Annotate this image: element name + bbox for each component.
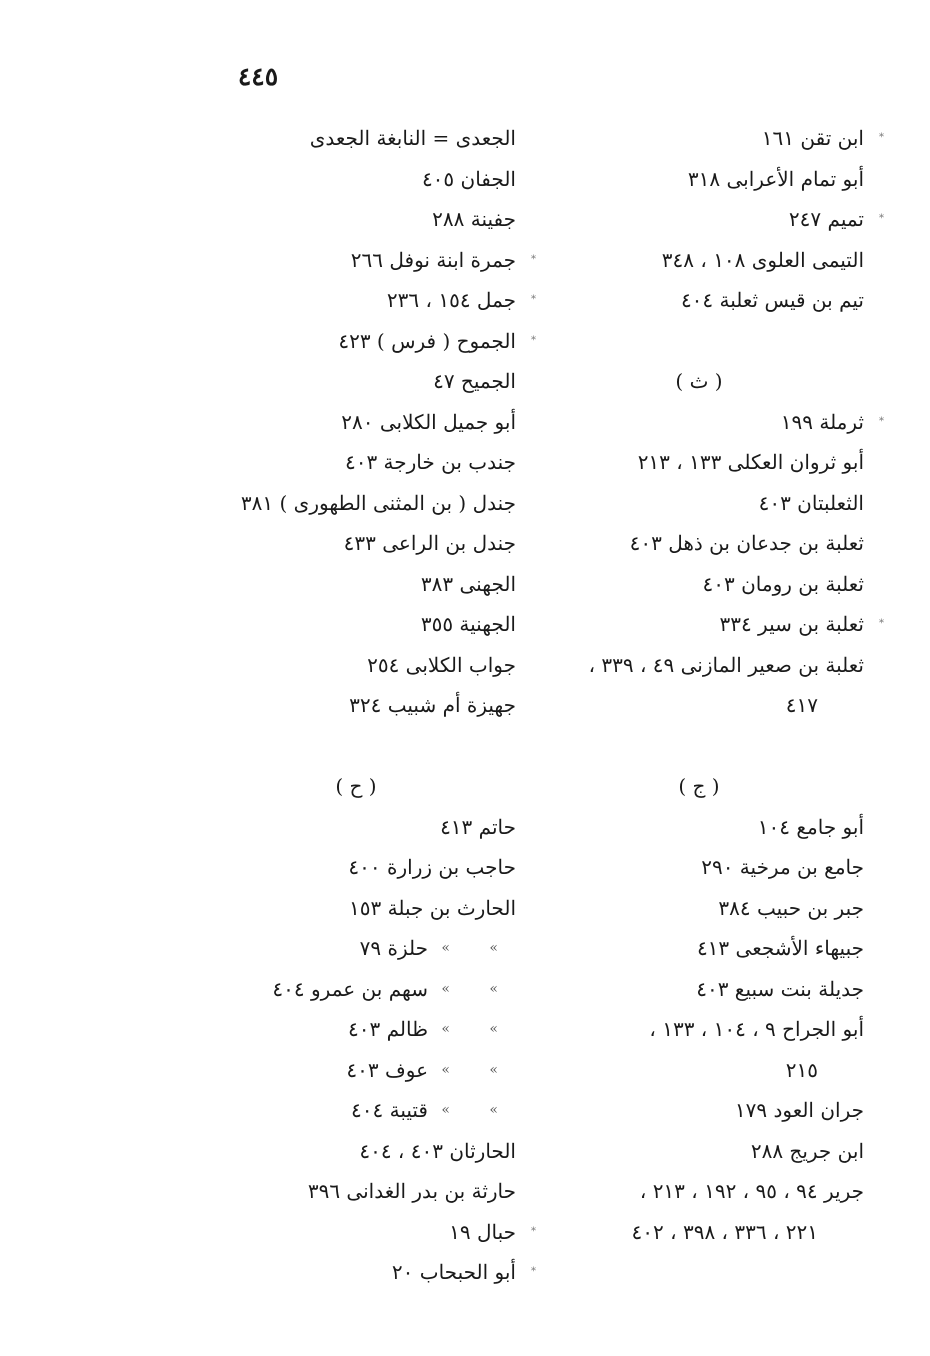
section-gap: [534, 726, 864, 767]
entry-text: جهيزة أم شبيب ٣٢٤: [349, 693, 516, 717]
entry-text: حاتم ٤١٣: [440, 814, 516, 839]
ditto-mark: »: [489, 980, 498, 997]
index-entry: [196, 1171, 516, 1212]
index-entry: [196, 483, 516, 524]
index-entry: [196, 361, 516, 402]
entry-text: حارثة بن بدر الغدانى ٣٩٦: [307, 1179, 516, 1203]
entry-text: جفينة ٢٨٨: [432, 207, 516, 231]
entry-text: حبال ١٩: [449, 1219, 516, 1244]
entry-text: أبو جامع ١٠٤: [757, 814, 864, 839]
index-entry: [534, 564, 864, 605]
index-entry: [196, 685, 516, 726]
ditto-mark: »: [441, 980, 450, 997]
entry-text: جندل ( بن المثنى الطهورى ) ٣٨١: [240, 490, 516, 515]
asterisk-marker: *: [531, 253, 536, 265]
index-entry: [196, 645, 516, 686]
index-entry: [534, 159, 864, 200]
entry-text: ثعلبة بن رومان ٤٠٣: [702, 571, 864, 596]
index-entry: [196, 847, 516, 888]
index-entry: [534, 645, 864, 686]
entry-text: الجهنية ٣٥٥: [420, 612, 516, 636]
index-entry: [196, 807, 516, 848]
ditto-mark: »: [441, 1102, 450, 1118]
section-heading: [534, 766, 864, 807]
entry-text: جمل ١٥٤ ، ٢٣٦: [386, 288, 516, 312]
entry-text: جواب الكلابى ٢٥٤: [367, 652, 516, 677]
asterisk-marker: *: [879, 618, 884, 629]
entry-text: الجهنى ٣٨٣: [420, 571, 516, 596]
index-column-right: [534, 118, 884, 1252]
entry-text: جرير ٩٤ ، ٩٥ ، ١٩٢ ، ٢١٣ ،: [639, 1179, 864, 1203]
entry-text: الحارث بن جبلة ١٥٣: [349, 895, 516, 920]
index-entry: [534, 928, 864, 969]
ditto-mark: »: [489, 1061, 498, 1078]
entry-text: جامع بن مرخية ٢٩٠: [701, 855, 864, 879]
entry-text: ثعلبة بن جدعان بن ذهل ٤٠٣: [629, 531, 864, 555]
index-entry: [534, 240, 864, 281]
index-entry: [534, 1090, 864, 1131]
index-entry: [196, 199, 516, 240]
ditto-mark: »: [489, 1102, 498, 1118]
index-entry: [534, 888, 864, 929]
index-entry: [196, 604, 516, 645]
asterisk-marker: *: [531, 1266, 536, 1277]
entry-text: جمرة ابنة نوفل ٢٦٦: [350, 247, 516, 272]
asterisk-marker: *: [531, 1225, 536, 1237]
entry-text: جبيهاء الأشجعى ٤١٣: [696, 936, 864, 960]
section-letter: ( ح ): [335, 774, 377, 798]
section-letter: ( ج ): [678, 774, 720, 798]
entry-text: ظالم ٤٠٣: [347, 1017, 428, 1041]
entry-text: تميم ٢٤٧: [788, 207, 864, 231]
section-gap: [196, 726, 516, 767]
index-entry: [196, 1252, 536, 1293]
entry-text: تيم بن قيس ثعلبة ٤٠٤: [680, 288, 864, 312]
index-entry: [196, 402, 516, 443]
entry-text: جبر بن حبيب ٣٨٤: [718, 895, 864, 920]
entry-text: جندل بن الراعى ٤٣٣: [343, 531, 516, 555]
index-entry: [534, 969, 864, 1010]
entry-text: قتيبة ٤٠٤: [351, 1098, 428, 1122]
index-entry: [534, 847, 864, 888]
index-entry: [196, 321, 536, 362]
index-entry: [196, 1050, 516, 1091]
entry-text: ثرملة ١٩٩: [780, 409, 864, 434]
asterisk-marker: *: [879, 415, 884, 427]
index-entry: [196, 928, 516, 969]
asterisk-marker: *: [531, 334, 536, 346]
entry-text: الثعلبتان ٤٠٣: [758, 490, 864, 515]
entry-text: ٢٢١ ، ٣٣٦ ، ٣٩٨ ، ٤٠٢: [631, 1219, 818, 1244]
ditto-mark: »: [441, 1021, 450, 1037]
entry-text: أبو الحبحاب ٢٠: [391, 1260, 516, 1284]
entry-text: التيمى العلوى ١٠٨ ، ٣٤٨: [661, 247, 864, 272]
index-entry: [196, 159, 516, 200]
entry-text: جندب بن خارجة ٤٠٣: [344, 450, 516, 474]
index-entry: [196, 442, 516, 483]
entry-text: ثعلبة بن سير ٣٣٤: [719, 612, 864, 636]
index-entry: [534, 442, 864, 483]
index-column-left: [196, 118, 536, 1293]
index-entry: [196, 1009, 516, 1050]
index-entry: [534, 483, 864, 524]
section-letter: ( ث ): [675, 369, 723, 393]
entry-text: الجميح ٤٧: [433, 369, 516, 393]
index-entry: [534, 280, 864, 321]
index-entry: [534, 1009, 864, 1050]
entry-text: الجموح ( فرس ) ٤٢٣: [338, 328, 516, 353]
ditto-mark: »: [489, 1021, 498, 1037]
ditto-mark: »: [489, 940, 498, 956]
entry-text: ثعلبة بن صعير المازنى ٤٩ ، ٣٣٩ ،: [588, 652, 864, 677]
index-entry: [196, 280, 536, 321]
asterisk-marker: *: [531, 294, 536, 305]
entry-text: ٢١٥: [785, 1057, 818, 1082]
index-entry-continuation: [534, 685, 864, 726]
entry-text: الجفان ٤٠٥: [421, 166, 516, 191]
ditto-mark: »: [441, 940, 450, 956]
index-entry: [534, 807, 864, 848]
section-heading: [534, 361, 864, 402]
index-entry: [196, 888, 516, 929]
entry-text: سهم بن عمرو ٤٠٤: [272, 976, 428, 1001]
index-entry: [534, 402, 884, 443]
entry-text: عوف ٤٠٣: [346, 1057, 428, 1082]
entry-text: ٤١٧: [785, 693, 818, 717]
entry-text: حلزة ٧٩: [359, 936, 428, 960]
entry-text: جديلة بنت سبيع ٤٠٣: [696, 976, 864, 1001]
index-entry: [534, 199, 884, 240]
index-entry: [534, 604, 884, 645]
index-entry-continuation: [534, 1050, 864, 1091]
index-entry: [196, 564, 516, 605]
index-entry: [196, 1212, 536, 1253]
index-entry: [534, 523, 864, 564]
index-entry: [196, 969, 516, 1010]
index-entry: [534, 118, 884, 159]
entry-text: أبو تمام الأعرابى ٣١٨: [687, 166, 864, 191]
entry-text: ابن جريج ٢٨٨: [750, 1138, 864, 1163]
entry-text: ابن تقن ١٦١: [761, 126, 864, 150]
ditto-mark: »: [441, 1061, 450, 1078]
entry-text: الحارثان ٤٠٣ ، ٤٠٤: [359, 1138, 516, 1163]
entry-text: أبو ثروان العكلى ١٣٣ ، ٢١٣: [637, 450, 864, 474]
index-entry: [196, 1131, 516, 1172]
index-entry: [534, 1131, 864, 1172]
entry-text: أبو الجراح ٩ ، ١٠٤ ، ١٣٣ ،: [649, 1017, 864, 1041]
entry-text: أبو جميل الكلابى ٢٨٠: [341, 409, 516, 434]
asterisk-marker: *: [879, 132, 884, 143]
page-number: ٤٤٥: [237, 62, 279, 91]
asterisk-marker: *: [879, 213, 884, 224]
index-entry: [534, 1171, 864, 1212]
entry-text: جران العود ١٧٩: [734, 1098, 864, 1122]
entry-text: حاجب بن زرارة ٤٠٠: [348, 855, 516, 879]
section-gap: [534, 321, 864, 362]
index-entry: [196, 240, 536, 281]
index-entry-continuation: [534, 1212, 864, 1253]
index-entry: [196, 118, 516, 159]
section-heading: [196, 766, 516, 807]
index-entry: [196, 1090, 516, 1131]
entry-text: الجعدى = النابغة الجعدى: [309, 126, 516, 150]
index-entry: [196, 523, 516, 564]
